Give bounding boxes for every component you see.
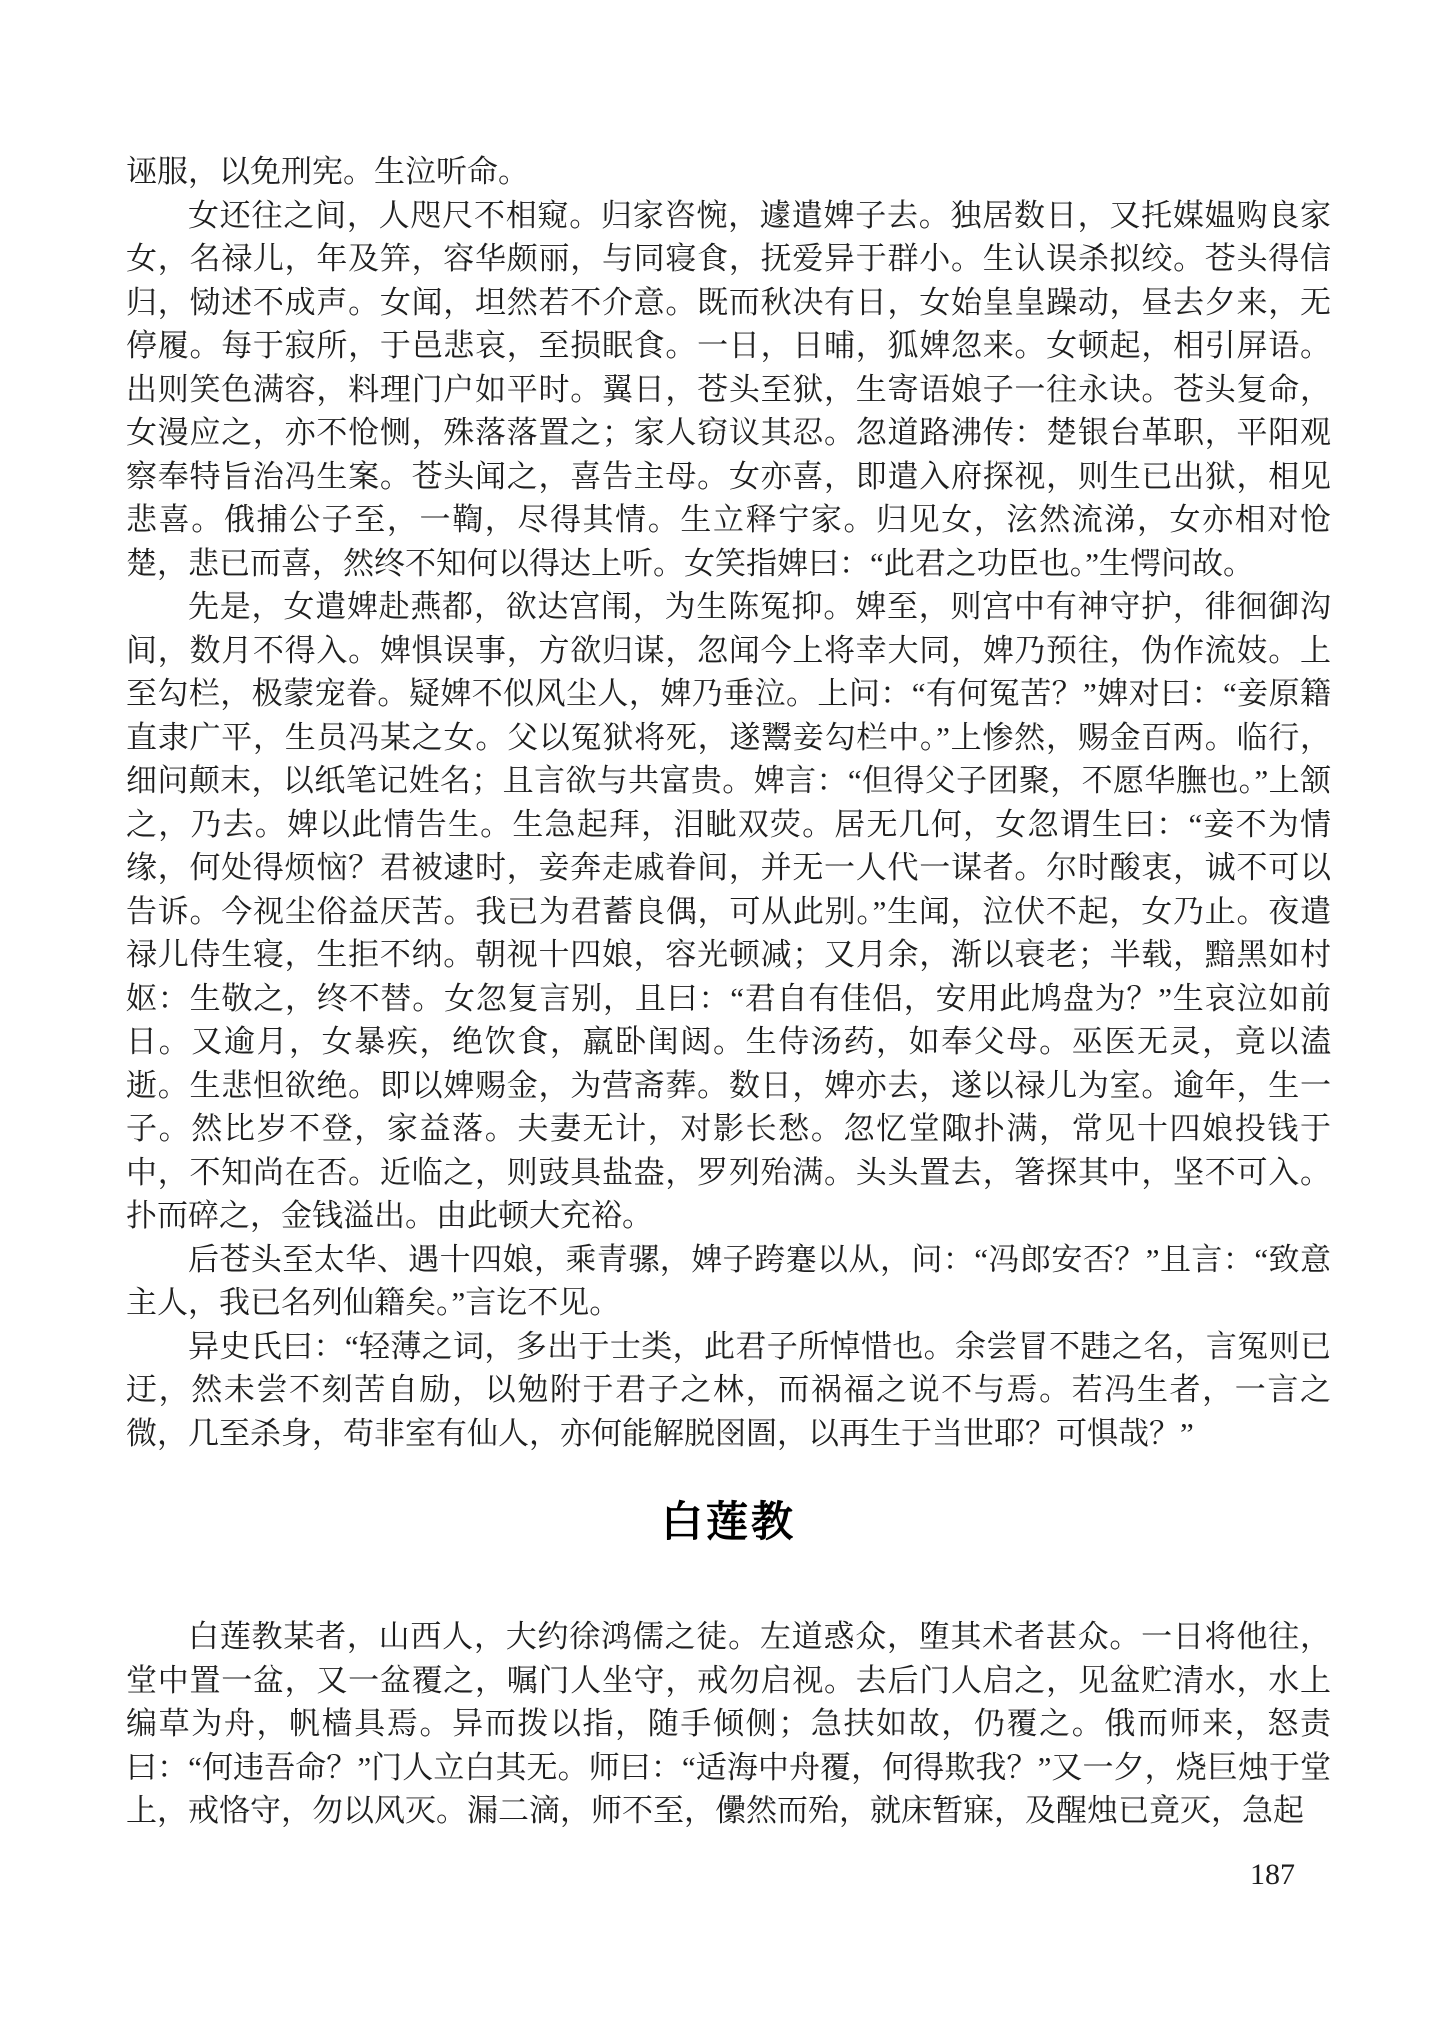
paragraph: 女还往之间，人咫尺不相窥。归家咨惋，遽遣婢子去。独居数日，又托媒媪购良家女，名禄儿，年及笄，容华颇丽，与同寝食，抚爱异于群小。生认误杀拟绞。苍头得信归，恸述不成声。女闻，坦然若不介意。既而秋决有日，女始皇皇躁动，昼去夕来，无停履。每于寂所，于邑悲哀，至损眠食。一日，日晡，狐婢忽来。女顿起，相引屏语。出则笑色满容，料理门户如平时。翼日，苍头至狱，生寄语娘子一往永诀。苍头复命，女漫应之，亦不怆恻，殊落落置之；家人窃议其忍。忽道路沸传：楚银台革职，平阳观察奉特旨治冯生案。苍头闻之，喜告主母。女亦喜，即遣入府探视，则生已出狱，相见悲喜。俄捕公子至，一鞫，尽得其情。生立释宁家。归见女，泫然流涕，女亦相对怆楚，悲已而喜，然终不知何以得达上听。女笑指婢曰：“此君之功臣也。”生愕问故。 (126, 197, 1331, 581)
story2-text-block (126, 1615, 1331, 1833)
story1-text-block (126, 150, 1331, 1455)
paragraph: 后苍头至太华、遇十四娘，乘青骡，婢子跨蹇以从，问：“冯郎安否？”且言：“致意主人，我已名列仙籍矣。”言讫不见。 (126, 1241, 1331, 1320)
paragraph: 异史氏曰：“轻薄之词，多出于士类，此君子所悼惜也。余尝冒不韪之名，言冤则已迂，然未尝不刻苦自励，以勉附于君子之林，而祸福之说不与焉。若冯生者，一言之微，几至杀身，苟非室有仙人，亦何能解脱囹圄，以再生于当世耶？可惧哉？” (126, 1328, 1331, 1451)
paragraph: 先是，女遣婢赴燕都，欲达宫闱，为生陈冤抑。婢至，则宫中有神守护，徘徊御沟间，数月不得入。婢惧误事，方欲归谋，忽闻今上将幸大同，婢乃预往，伪作流妓。上至勾栏，极蒙宠眷。疑婢不似风尘人，婢乃垂泣。上问：“有何冤苦？”婢对曰：“妾原籍直隶广平，生员冯某之女。父以冤狱将死，遂鬻妾勾栏中。”上惨然，赐金百两。临行，细问颠末，以纸笔记姓名；且言欲与共富贵。婢言：“但得父子团聚，不愿华膴也。”上颔之，乃去。婢以此情告生。生急起拜，泪眦双荧。居无几何，女忽谓生曰：“妾不为情缘，何处得烦恼？君被逮时，妾奔走戚眷间，并无一人代一谋者。尔时酸衷，诚不可以告诉。今视尘俗益厌苦。我已为君蓄良偶，可从此别。”生闻，泣伏不起，女乃止。夜遣禄儿侍生寝，生拒不纳。朝视十四娘，容光顿减；又月余，渐以衰老；半载，黯黑如村妪：生敬之，终不替。女忽复言别，且曰：“君自有佳侣，安用此鸠盘为？”生哀泣如前日。又逾月，女暴疾，绝饮食，羸卧闺闼。生侍汤药，如奉父母。巫医无灵，竟以溘逝。生悲怛欲绝。即以婢赐金，为营斋葬。数日，婢亦去，遂以禄儿为室。逾年，生一子。然比岁不登，家益落。夫妻无计，对影长愁。忽忆堂陬扑满，常见十四娘投钱于中，不知尚在否。近临之，则豉具盐盎，罗列殆满。头头置去，箸探其中，坚不可入。扑而碎之，金钱溢出。由此顿大充裕。 (126, 589, 1331, 1233)
paragraph: 诬服，以免刑宪。生泣听命。 (126, 154, 529, 189)
page-number: 187 (1250, 1858, 1295, 1891)
section-title: 白莲教 (660, 1498, 796, 1545)
paragraph: 白莲教某者，山西人，大约徐鸿儒之徒。左道惑众，堕其术者甚众。一日将他往，堂中置一盆，又一盆覆之，嘱门人坐守，戒勿启视。去后门人启之，见盆贮清水，水上编草为舟，帆樯具焉。异而拨以指，随手倾侧；急扶如故，仍覆之。俄而师来，怒责曰：“何违吾命？”门人立白其无。师曰：“适海中舟覆，何得欺我？”又一夕，烧巨烛于堂上，戒恪守，勿以风灭。漏二滴，师不至，儽然而殆，就床暂寐，及醒烛已竟灭，急起 (126, 1619, 1331, 1828)
